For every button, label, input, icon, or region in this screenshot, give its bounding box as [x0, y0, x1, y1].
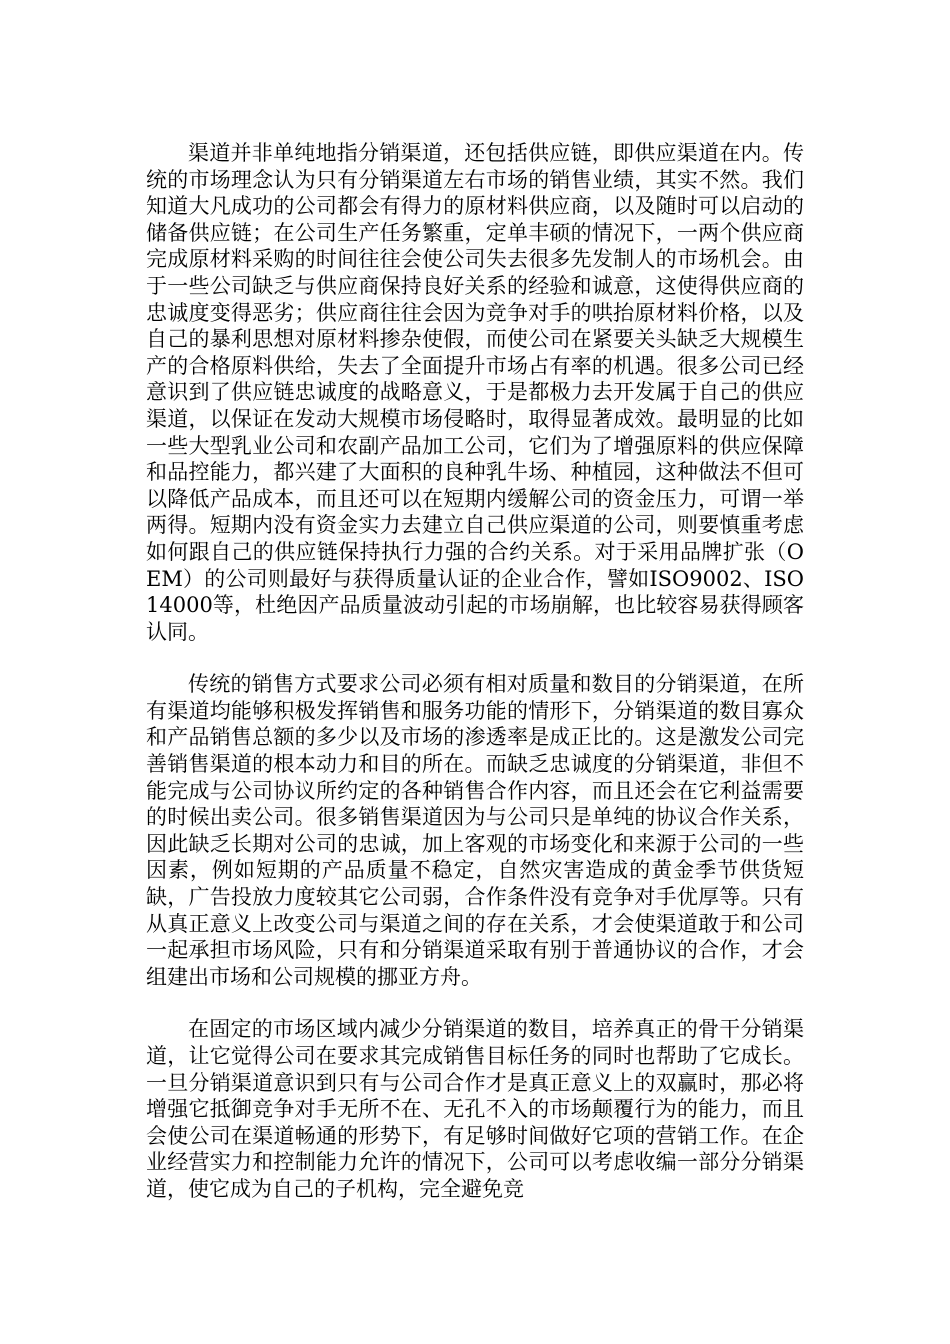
paragraph-distribution-channel: 传统的销售方式要求公司必须有相对质量和数目的分销渠道，在所有渠道均能够积极发挥销售和服务功能的情形下，分销渠道的数目寡众和产品销售总额的多少以及市场的渗透率是成正比的。这是激发公司完善销售渠道的根本动力和目的所在。而缺乏忠诚度的分销渠道，非但不能完成与公司协议所约定的各种销售合作内容，而且还会在它利益需要的时候出卖公司。很多销售渠道因为与公司只是单纯的协议合作关系，因此缺乏长期对公司的忠诚，加上客观的市场变化和来源于公司的一些因素，例如短期的产品质量不稳定，自然灾害造成的黄金季节供货短缺，广告投放力度较其它公司弱，合作条件没有竞争对手优厚等。只有从真正意义上改变公司与渠道之间的存在关系，才会使渠道敢于和公司一起承担市场风险，只有和分销渠道采取有别于普通协议的合作，才会组建出市场和公司规模的挪亚方舟。	[146, 672, 804, 989]
paragraph-core-distributors: 在固定的市场区域内减少分销渠道的数目，培养真正的骨干分销渠道，让它觉得公司在要求其完成销售目标任务的同时也帮助了它成长。一旦分销渠道意识到只有与公司合作才是真正意义上的双赢时，那必将增强它抵御竞争对手无所不在、无孔不入的市场颠覆行为的能力，而且会使公司在渠道畅通的形势下，有足够时间做好它项的营销工作。在企业经营实力和控制能力允许的情况下，公司可以考虑收编一部分分销渠道，使它成为自己的子机构，完全避免竞	[146, 1017, 804, 1201]
paragraph-supply-channel: 渠道并非单纯地指分销渠道，还包括供应链，即供应渠道在内。传统的市场理念认为只有分销渠道左右市场的销售业绩，其实不然。我们知道大凡成功的公司都会有得力的原材料供应商，以及随时可以启动的储备供应链；在公司生产任务繁重，定单丰硕的情况下，一两个供应商完成原材料采购的时间往往会使公司失去很多先发制人的市场机会。由于一些公司缺乏与供应商保持良好关系的经验和诚意，这使得供应商的忠诚度变得恶劣；供应商往往会因为竞争对手的哄抬原材料价格，以及自己的暴利思想对原材料掺杂使假，而使公司在紧要关头缺乏大规模生产的合格原料供给，失去了全面提升市场占有率的机遇。很多公司已经意识到了供应链忠诚度的战略意义，于是都极力去开发属于自己的供应渠道，以保证在发动大规模市场侵略时，取得显著成效。最明显的比如一些大型乳业公司和农副产品加工公司，它们为了增强原料的供应保障和品控能力，都兴建了大面积的良种乳牛场、种植园，这种做法不但可以降低产品成本，而且还可以在短期内缓解公司的资金压力，可谓一举两得。短期内没有资金实力去建立自己供应渠道的公司，则要慎重考虑如何跟自己的供应链保持执行力强的合约关系。对于采用品牌扩张（OEM）的公司则最好与获得质量认证的企业合作，譬如ISO9002、ISO14000等，杜绝因产品质量波动引起的市场崩解，也比较容易获得顾客认同。	[146, 141, 804, 644]
document-body	[146, 140, 804, 1203]
